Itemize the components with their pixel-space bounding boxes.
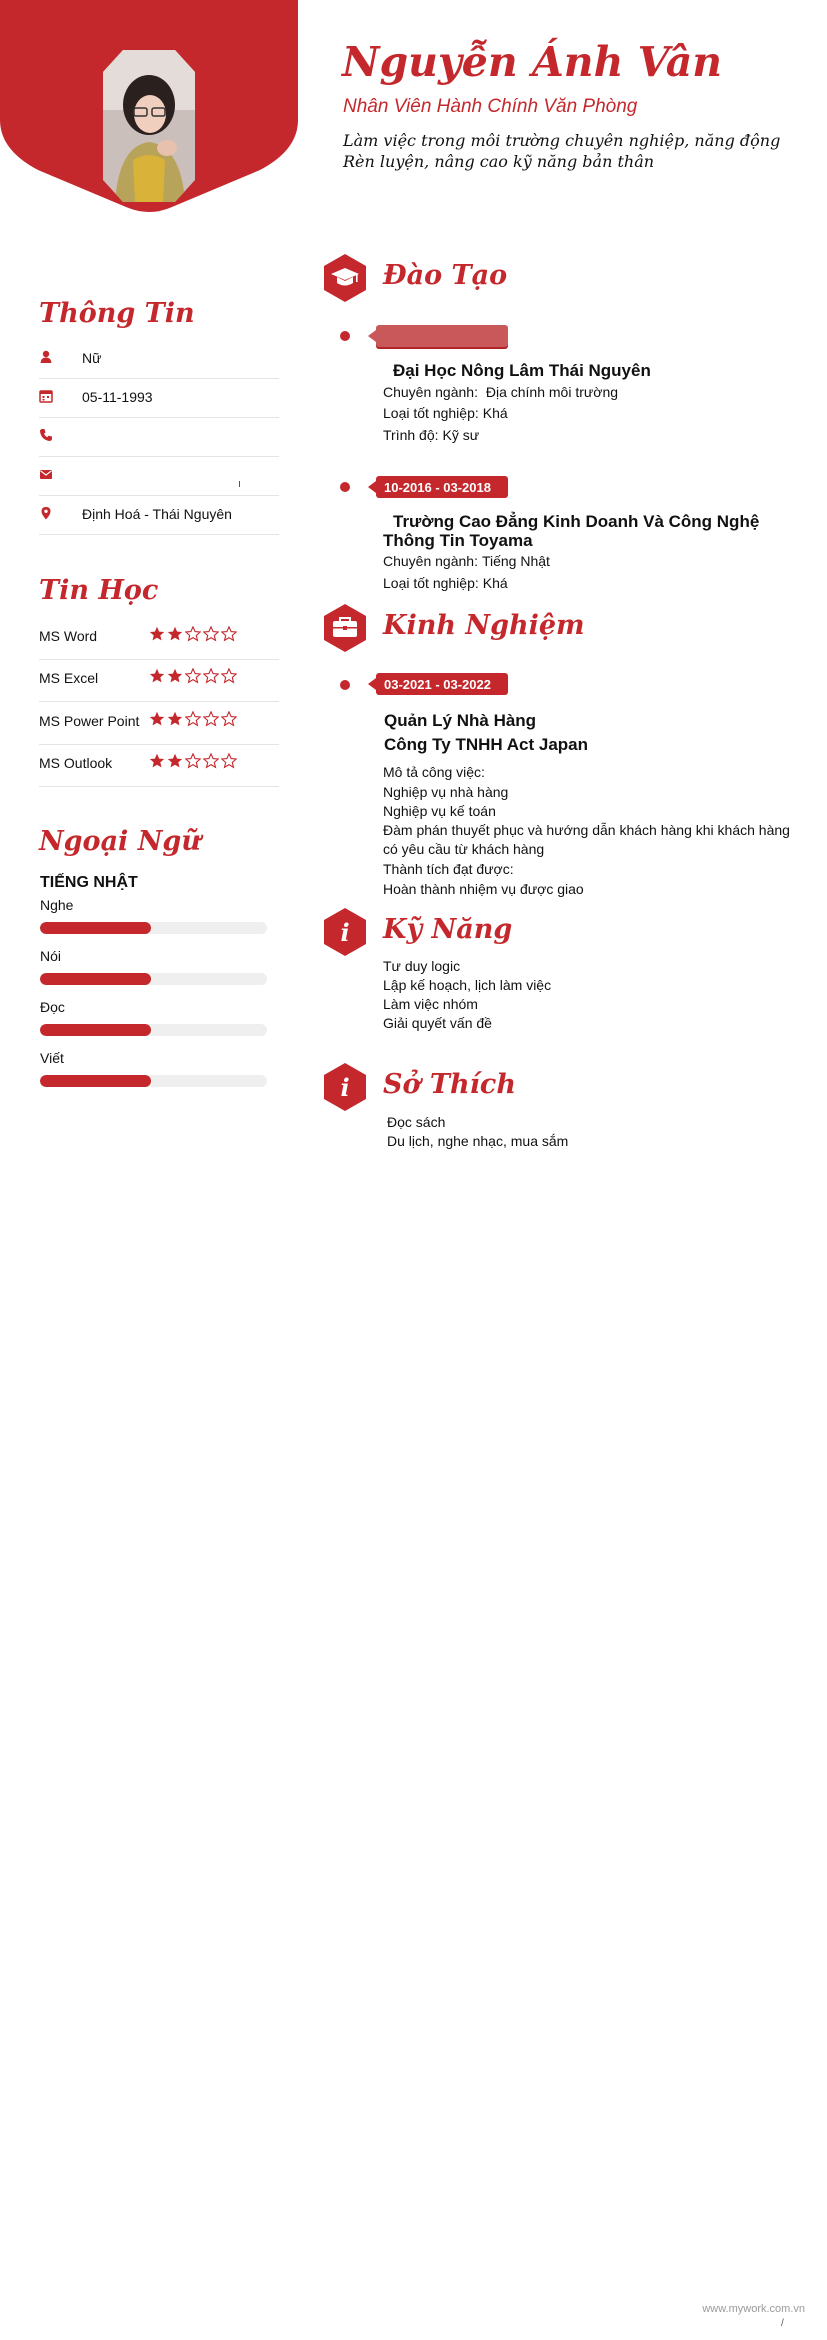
star-empty-icon — [185, 668, 201, 684]
info-row-email — [39, 457, 279, 496]
education-school: Đại Học Nông Lâm Thái Nguyên — [393, 361, 651, 380]
info-row-address — [39, 496, 279, 535]
language-skill-label: Viết — [40, 1050, 64, 1066]
education-grade: Loại tốt nghiệp: Khá — [383, 575, 508, 591]
briefcase-icon — [322, 603, 368, 653]
star-filled-icon — [149, 711, 165, 727]
star-empty-icon — [203, 626, 219, 642]
education-major: Chuyên ngành: Địa chính môi trường — [383, 384, 619, 400]
skill-item: Làm việc nhóm — [383, 996, 478, 1012]
language-skill-label: Nghe — [40, 897, 74, 913]
experience-line: Thành tích đạt được: — [383, 861, 514, 877]
language-skill-label: Nói — [40, 948, 62, 964]
language-skill-bar — [40, 1024, 267, 1036]
info-icon — [322, 1062, 368, 1112]
info-heading: Thông Tin — [39, 298, 195, 329]
language-skill-bar — [40, 922, 267, 934]
language-skill-fill — [40, 1075, 151, 1087]
star-empty-icon — [185, 711, 201, 727]
star-empty-icon — [221, 626, 237, 642]
text-cursor-mark — [239, 481, 240, 487]
education-grade: Loại tốt nghiệp: Khá — [383, 405, 508, 421]
language-skill-fill — [40, 922, 151, 934]
info-row-gender — [39, 340, 279, 379]
star-rating — [149, 711, 239, 729]
star-empty-icon — [203, 711, 219, 727]
timeline-dot — [340, 680, 350, 690]
star-filled-icon — [149, 626, 165, 642]
star-empty-icon — [203, 753, 219, 769]
education-date-tag — [376, 325, 508, 347]
experience-line: Nghiệp vụ kế toán — [383, 803, 496, 819]
calendar-icon — [39, 389, 53, 403]
experience-heading: Kinh Nghiệm — [383, 610, 585, 641]
language-skill-bar — [40, 973, 267, 985]
education-level: Trình độ: Kỹ sư — [383, 427, 480, 443]
profile-photo — [103, 50, 195, 202]
svg-text:i: i — [340, 1073, 350, 1102]
star-empty-icon — [221, 753, 237, 769]
svg-text:i: i — [340, 918, 350, 947]
star-filled-icon — [167, 626, 183, 642]
hobbies-heading: Sở Thích — [383, 1069, 516, 1100]
gender-value: Nữ — [82, 350, 102, 366]
star-filled-icon — [149, 668, 165, 684]
education-heading: Đào Tạo — [383, 260, 508, 291]
graduation-cap-icon — [322, 253, 368, 303]
star-filled-icon — [167, 711, 183, 727]
star-empty-icon — [185, 626, 201, 642]
language-skill-fill — [40, 1024, 151, 1036]
objective-line: Rèn luyện, nâng cao kỹ năng bản thân — [343, 152, 655, 171]
skill-name: MS Outlook — [39, 755, 113, 771]
experience-line: Mô tả công việc: — [383, 764, 485, 780]
envelope-icon — [39, 467, 53, 481]
skill-row — [39, 618, 279, 660]
skill-name: MS Excel — [39, 670, 99, 686]
skill-item: Tư duy logic — [383, 958, 461, 974]
skill-item: Giải quyết vấn đề — [383, 1015, 492, 1031]
language-skill-bar — [40, 1075, 267, 1087]
map-pin-icon — [39, 506, 53, 520]
experience-company: Công Ty TNHH Act Japan — [384, 735, 589, 754]
info-row-birthday — [39, 379, 279, 418]
hobby-item: Đọc sách — [387, 1114, 446, 1130]
education-date-tag: 10-2016 - 03-2018 — [376, 476, 508, 498]
education-major: Chuyên ngành: Tiếng Nhật — [383, 553, 550, 569]
skill-name: MS Word — [39, 628, 98, 644]
hobby-item: Du lịch, nghe nhạc, mua sắm — [387, 1133, 569, 1149]
job-title: Nhân Viên Hành Chính Văn Phòng — [343, 96, 638, 117]
skill-name: MS Power Point — [39, 713, 140, 729]
experience-line: Hoàn thành nhiệm vụ được giao — [383, 881, 584, 897]
footer-mark: / — [781, 2318, 784, 2329]
skill-row — [39, 703, 279, 745]
star-empty-icon — [221, 668, 237, 684]
candidate-name: Nguyễn Ánh Vân — [342, 38, 723, 86]
star-empty-icon — [185, 753, 201, 769]
star-rating — [149, 668, 239, 686]
user-icon — [39, 350, 53, 364]
education-school: Thông Tin Toyama — [383, 531, 533, 550]
star-filled-icon — [167, 668, 183, 684]
experience-line: có yêu cầu từ khách hàng — [383, 841, 545, 857]
computer-skills-heading: Tin Học — [39, 575, 159, 606]
language-skill-fill — [40, 973, 151, 985]
star-empty-icon — [203, 668, 219, 684]
star-rating — [149, 753, 239, 771]
experience-position: Quản Lý Nhà Hàng — [384, 711, 537, 730]
education-school: Trường Cao Đẳng Kinh Doanh Và Công Nghệ — [393, 512, 760, 531]
birthday-value: 05-11-1993 — [82, 389, 153, 405]
language-name: TIẾNG NHẬT — [40, 874, 138, 891]
languages-heading: Ngoại Ngữ — [39, 826, 201, 857]
star-filled-icon — [167, 753, 183, 769]
star-empty-icon — [221, 711, 237, 727]
star-filled-icon — [149, 753, 165, 769]
address-value: Định Hoá - Thái Nguyên — [82, 506, 232, 522]
skill-item: Lập kế hoạch, lịch làm việc — [383, 977, 552, 993]
skill-row — [39, 660, 279, 702]
skill-row — [39, 745, 279, 787]
info-icon — [322, 907, 368, 957]
experience-line: Nghiệp vụ nhà hàng — [383, 784, 509, 800]
language-skill-label: Đọc — [40, 999, 65, 1015]
objective-line: Làm việc trong môi trường chuyên nghiệp, năng động — [343, 131, 781, 150]
experience-line: Đàm phán thuyết phục và hướng dẫn khách hàng khi khách hàng — [383, 822, 790, 838]
skills-heading: Kỹ Năng — [383, 914, 513, 945]
footer-site[interactable]: www.mywork.com.vn — [702, 2303, 805, 2315]
phone-icon — [39, 428, 53, 442]
timeline-dot — [340, 331, 350, 341]
star-rating — [149, 626, 239, 644]
experience-date-tag: 03-2021 - 03-2022 — [376, 673, 508, 695]
timeline-dot — [340, 482, 350, 492]
info-row-phone — [39, 418, 279, 457]
